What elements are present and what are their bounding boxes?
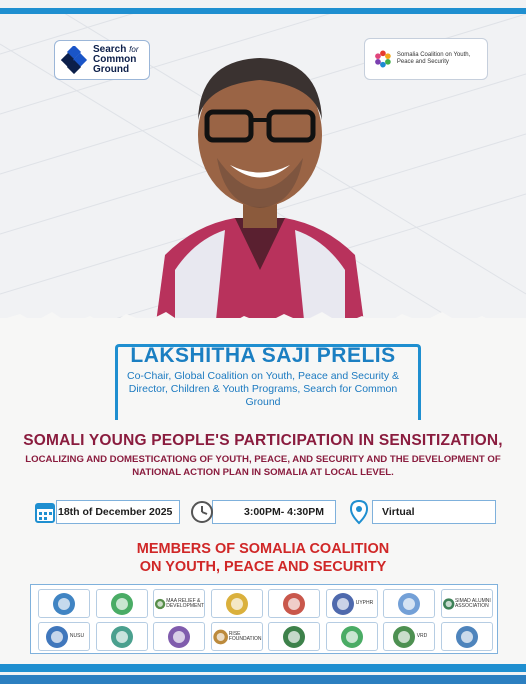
coalition-logo-text: Somalia Coalition on Youth, Peace and Security [396,52,471,65]
partner-logo [268,622,320,651]
sfcg-text-3: Ground [93,64,130,75]
partner-emblem-icon [339,624,365,650]
event-location: Virtual [382,506,415,518]
event-date: 18th of December 2025 [58,506,173,518]
partner-logo [326,622,378,651]
partner-emblem-icon [330,591,356,617]
bottom-accent-bar-2 [0,675,526,684]
partner-emblem-icon [454,624,480,650]
partner-logo [441,589,493,618]
members-title-line2: ON YOUTH, PEACE AND SECURITY [139,559,387,575]
partner-logo [441,622,493,651]
search-for-common-ground-logo [54,40,150,80]
partner-emblem-icon [281,591,307,617]
partner-logo [96,589,148,618]
partner-logo-label: SIMAD ALUMNI ASSOCIATION [454,597,491,609]
members-title-line1: MEMBERS OF SOMALIA COALITION [136,541,390,557]
partner-logo [383,589,435,618]
event-headline: SOMALI YOUNG PEOPLE'S PARTICIPATION IN SENSITIZATION, [23,432,503,449]
partner-emblem-icon [44,624,70,650]
partner-logo [383,622,435,651]
partner-logo-label: RISE FOUNDATION [228,630,262,642]
partner-emblem-icon [391,624,417,650]
partner-emblem-icon [281,624,307,650]
partner-logo [153,589,205,618]
partner-logo [211,589,263,618]
partner-emblem-icon [224,591,250,617]
sfcg-text-1: Search [93,44,127,55]
calendar-icon [32,498,58,526]
somalia-coalition-logo [364,38,488,80]
partner-logo [96,622,148,651]
partner-logo [326,589,378,618]
partner-emblem-icon [51,591,77,617]
clock-icon [189,498,215,526]
partner-logo-label: NUSU [69,633,85,639]
partner-logo-label: UYPHR [355,600,374,606]
sfcg-mark-icon [61,46,89,74]
sfcg-text-for: for [129,45,139,54]
partner-logo-label: MAA RELIEF & DEVELOPMENT [166,597,205,609]
bottom-accent-bar [0,664,526,672]
partner-emblem-icon [166,624,192,650]
partner-emblem-icon [109,591,135,617]
sfcg-text-2: Common [93,54,137,65]
speaker-portrait [155,40,365,330]
location-pin-icon [346,498,372,526]
partner-emblem-icon [442,591,455,617]
torn-paper-edge [0,300,526,340]
event-subheadline: LOCALIZING AND DOMESTICATIONG OF YOUTH, PEACE, AND SECURITY AND THE DEVELOPMENT OF NATIONAL ACTION PLAN IN SOMALIA AT LOCAL LEVEL. [25,454,501,478]
members-title [0,540,526,576]
speaker-name: LAKSHITHA SAJI PRELIS [130,344,396,367]
event-time: 3:00PM- 4:30PM [244,506,324,518]
speaker-role: Co-Chair, Global Coalition on Youth, Peace and Security & Director, Children & Youth Programs, Search for Common Ground [126,370,399,408]
partner-emblem-icon [396,591,422,617]
partner-logo [38,622,90,651]
partner-emblem-icon [154,591,166,617]
partner-logo [268,589,320,618]
coalition-hands-icon [373,45,393,73]
partner-logo [38,589,90,618]
partner-logo [211,622,263,651]
partner-logo-label: VRD [416,633,428,639]
partner-emblem-icon [212,624,229,650]
partner-logo [153,622,205,651]
partner-emblem-icon [109,624,135,650]
